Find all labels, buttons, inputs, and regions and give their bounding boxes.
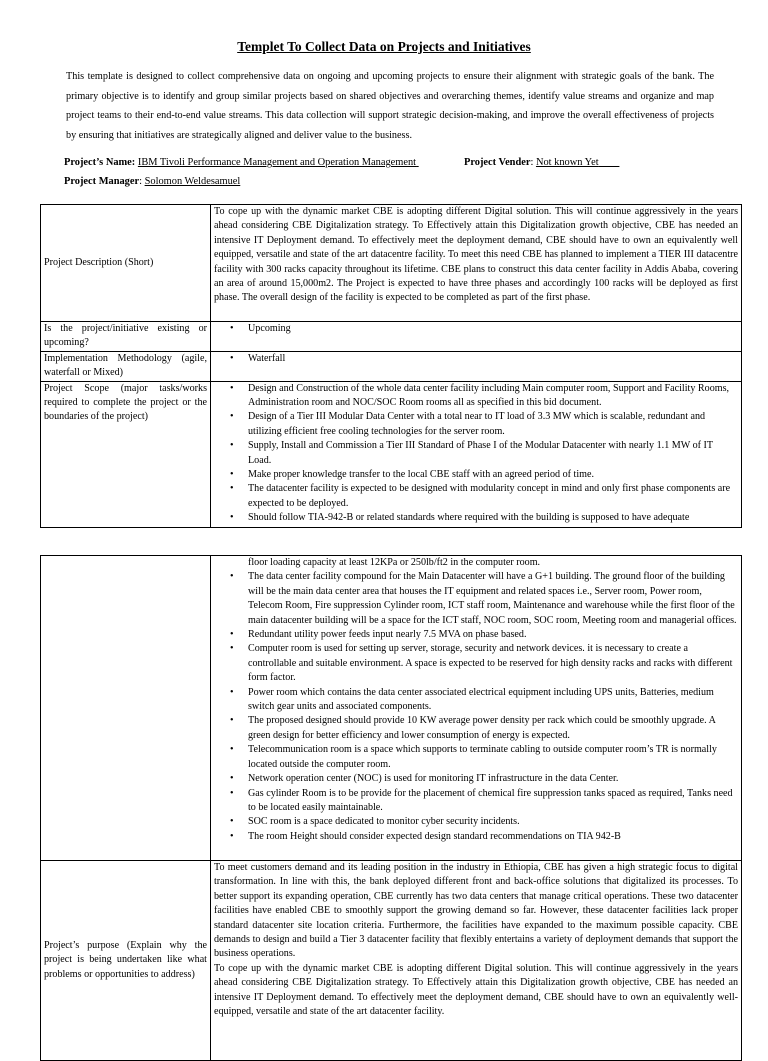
existing-label: Is the project/initiative existing or upcoming?: [41, 322, 211, 352]
project-table-part1: [40, 204, 742, 528]
list-item: • Computer room is used for setting up server, storage, security and network devices. it is necessary to create a controllable and suitable environment. A space is expected to be reserved for high density racks and racks with different form factor.: [230, 643, 733, 684]
list-item: • Design and Construction of the whole data center facility including Main computer room, Support and Facility Rooms, Administration room and NOC/SOC Room rooms all as specified in this bid document.: [230, 382, 730, 409]
purpose-text-2: To cope up with the dynamic market CBE is adopting different Digital solution. This will continue aggressively in the years ahead considering CBE Digitalization strategy. To Effectively attain this Digitalization growth objective, CBE has needed an intensive IT Deployment demand. To effectively meet the deployment demand, CBE should have to own an equivalently well-equipped, versatile and state of the art datacenter facility.: [214, 962, 738, 1018]
list-item: • The data center facility compound for the Main Datacenter will have a G+1 building. The ground floor of the building will be the main data center area that houses the IT equipment and related spaces i.e., Server room, Power room, Telecom Room, Fire suppression Cylinder room, ICT staff room, Maintenance and warehouse while the first floor of the main datacenter building will be a space for the ICT staff, NOC room, SOC room, Meeting room and managerial offices.: [230, 571, 737, 626]
project-manager-line: Project Manager: Solomon Weldesamuel: [64, 176, 241, 187]
project-manager-label: Project Manager: [64, 176, 140, 187]
table-row: [41, 351, 742, 381]
methodology-list: [214, 352, 738, 366]
list-item: • Telecommunication room is a space which supports to terminate cabling to outside computer room’s TR is normally located outside the computer room.: [230, 744, 717, 770]
intro-paragraph: This template is designed to collect comprehensive data on ongoing and upcoming projects to ensure their alignment with strategic goals of the bank. The primary objective is to identify and group similar projects based on shared objectives and overarching themes, identify value streams and organize and map project teams to their end-to-end value streams. This data collection will support strategic decision-making, and improve the overall effectiveness of projects by ensuring that initiatives are strategically aligned and deliver value to the business.: [66, 71, 714, 141]
project-table-part2: [40, 555, 742, 1061]
list-item: • Gas cylinder Room is to be provide for the placement of chemical fire suppression tanks spaced as required, Tanks need to be located easily maintainable.: [230, 787, 733, 813]
table-row: [41, 861, 742, 1061]
description-text: To cope up with the dynamic market CBE is adopting different Digital solution. This will continue aggressively in the years ahead considering CBE Digitalization strategy. To Effectively attain this Digitalization growth objective, CBE has needed an intensive IT Deployment demand. To effectively meet the deployment demand, CBE should have to own an equivalently well equipped, versatile and state of the art datacentre facility. To meet this need CBE has planned to implement a TIER III datacentre facility with 300 racks capacity throughout its lifetime. CBE plans to construct this data center facility in Addis Ababa, covering an area of around 15,000m2. The Project is expected to have three phases and accordingly 100 racks will be deployed as first phase. The overall design of the facility is expected to be completed as part of the first phase.: [211, 205, 742, 322]
list-item: • Make proper knowledge transfer to the local CBE staff with an agreed period of time.: [230, 469, 594, 481]
table-row: [41, 205, 742, 322]
project-name-line: Project’s Name: IBM Tivoli Performance Management and Operation Management: [64, 157, 417, 168]
document-title: Templet To Collect Data on Projects and Initiatives: [237, 39, 531, 54]
list-item: • The proposed designed should provide 10 KW average power density per rack which could be smoothly upgrade. A green design for better efficiency and lower consumption of energy is expected.: [230, 715, 716, 741]
scope-cont-label: [41, 556, 211, 861]
project-name-label: Project’s Name: [64, 157, 132, 168]
project-vender-label: Project Vender: [464, 157, 531, 168]
list-item: • SOC room is a space dedicated to monitor cyber security incidents.: [230, 816, 520, 828]
list-item: • Waterfall: [230, 352, 286, 364]
list-item: • Network operation center (NOC) is used for monitoring IT infrastructure in the data Center.: [230, 773, 619, 785]
scope-list: [214, 382, 738, 526]
purpose-label: Project’s purpose (Explain why the project is being undertaken like what problems or opportunities to address): [41, 861, 211, 1061]
table-row: [41, 322, 742, 352]
list-item: • Design of a Tier III Modular Data Center with a total near to IT load of 3.3 MW which is scalable, redundant and utilizing efficient free cooling technologies for the server room.: [230, 411, 706, 437]
list-item: • Power room which contains the data center associated electrical equipment including UPS units, Batteries, medium switch gear units and associated components.: [230, 686, 714, 713]
list-item: • Should follow TIA-942-B or related standards where required with the building is supposed to have adequate: [230, 512, 690, 524]
list-item: • The room Height should consider expected design standard recommendations on TIA 942-B: [230, 830, 621, 842]
list-item: • Upcoming: [230, 323, 291, 334]
scope-label: Project Scope (major tasks/works required to complete the project or the boundaries of the project): [41, 381, 211, 527]
project-manager-value: Solomon Weldesamuel: [144, 176, 241, 187]
purpose-text-1: To meet customers demand and its leading position in the industry in Ethiopia, CBE has given a high strategic focus to digital transformation. In line with this, the bank deployed different front and back-office solutions that digitalized its processes. To better support its expanding operation, CBE currently has two data centers that manage critical operations. These two datacenter facilities have enabled CBE to smoothly support the growing demand so far. However, these datacenter facilities lack proper standard datacenter site location criteria. Furthermore, the facilities have expanded to the maximum possible capacity. CBE demands to design and build a Tier 3 datacenter facility that flexibly entertains a variety of deployment demands that support the business operations.: [214, 862, 738, 960]
scope-cont-first-line: floor loading capacity at least 12KPa or 250lb/ft2 in the computer room.: [248, 557, 541, 568]
description-label: Project Description (Short): [41, 205, 211, 322]
project-name-value: IBM Tivoli Performance Management and Operation Management: [137, 157, 417, 168]
table-row: [41, 556, 742, 861]
list-item: • Redundant utility power feeds input nearly 7.5 MVA on phase based.: [230, 629, 527, 641]
list-item: • The datacenter facility is expected to be designed with modularity concept in mind and only first phase components are expected to be deployed.: [230, 483, 731, 509]
list-item: • Supply, Install and Commission a Tier III Standard of Phase I of the Modular Datacenter with nearly 1.1 MW of IT Load.: [230, 440, 713, 466]
table-row: [41, 381, 742, 527]
project-vender-value: Not known Yet: [535, 157, 599, 168]
scope-cont-list: [214, 570, 738, 844]
project-vender-line: Project Vender: Not known Yet: [464, 157, 599, 168]
existing-list: [214, 322, 738, 336]
methodology-label: Implementation Methodology (agile, waterfall or Mixed): [41, 351, 211, 381]
